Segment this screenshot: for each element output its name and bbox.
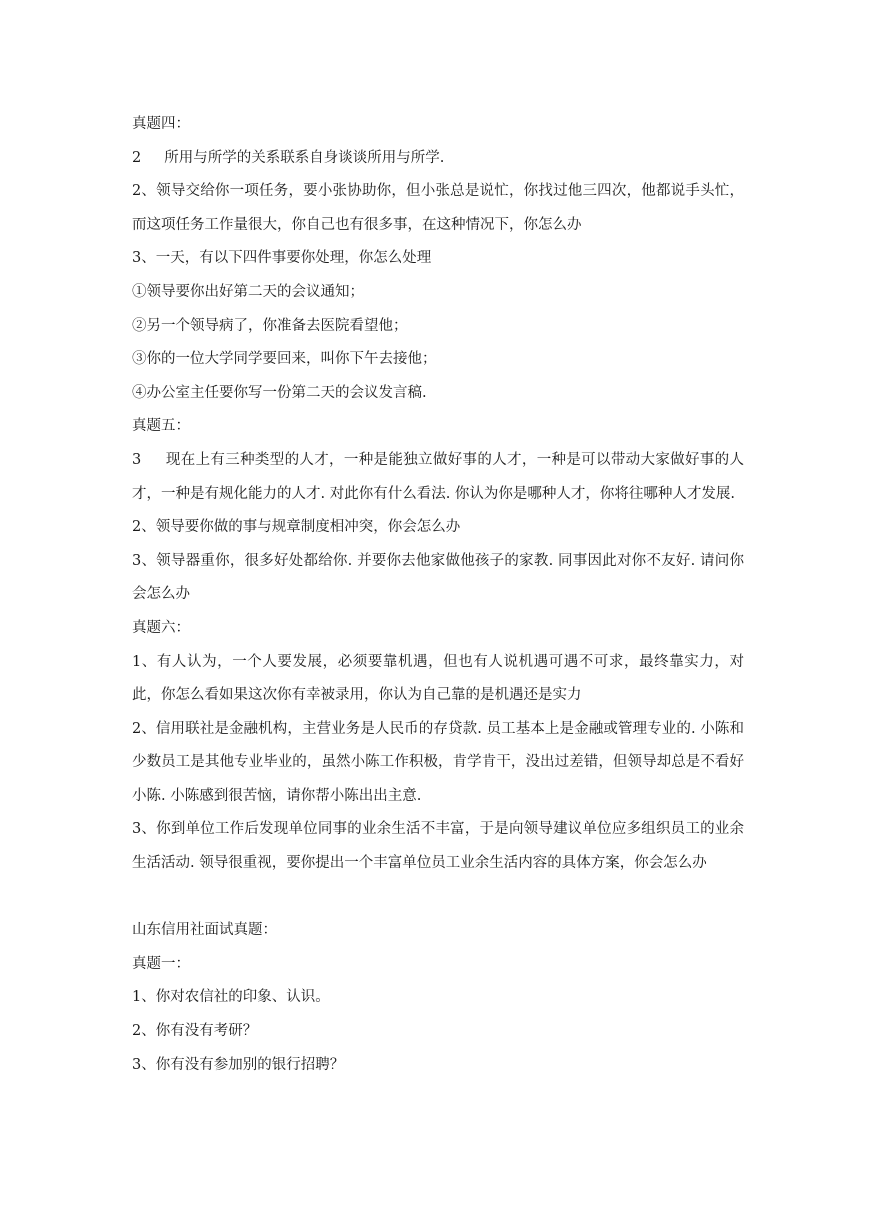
section-heading-1: 真题一：: [132, 955, 190, 972]
section-heading-4: 真题四：: [132, 116, 190, 132]
question-paragraph: 3、你有没有参加别的银行招聘？: [132, 1056, 345, 1073]
list-item: ④办公室主任要你写一份第二天的会议发言稿.: [132, 384, 427, 401]
subsection-title: 山东信用社面试真题：: [132, 922, 277, 939]
question-paragraph: 2、你有没有考研？: [132, 1023, 258, 1040]
document-body: [132, 108, 744, 1082]
section-heading-6: 真题六：: [132, 619, 190, 636]
list-item: ②另一个领导病了，你准备去医院看望他；: [132, 317, 408, 334]
question-paragraph: 2、领导要你做的事与规章制度相冲突，你会怎么办: [132, 519, 461, 536]
question-paragraph: 3、领导器重你，很多好处都给你. 并要你去他家做他孩子的家教. 同事因此对你不友好. 请问你会怎么办: [132, 552, 744, 603]
section-heading-5: 真题五：: [132, 418, 190, 435]
question-paragraph: 3、一天，有以下四件事要你处理，你怎么处理: [132, 250, 432, 267]
list-item: ③你的一位大学同学要回来，叫你下午去接他；: [132, 351, 437, 368]
question-paragraph: 2、领导交给你一项任务，要小张协助你，但小张总是说忙，你找过他三四次，他都说手头忙，而这项任务工作量很大，你自己也有很多事，在这种情况下，你怎么办: [132, 183, 744, 233]
list-item: ①领导要你出好第二天的会议通知；: [132, 283, 364, 300]
question-paragraph: 1、你对农信社的印象、认识。: [132, 989, 330, 1006]
question-paragraph: 2、信用联社是金融机构，主营业务是人民币的存贷款. 员工基本上是金融或管理专业的. 小陈和少数员工是其他专业毕业的，虽然小陈工作积极，肯学肯干，没出过差错，但领导却总是不看好小陈. 小陈感到很苦恼，请你帮小陈出出主意.: [132, 720, 744, 804]
blank-line: [132, 881, 744, 915]
question-paragraph: 2 所用与所学的关系联系自身谈谈所用与所学.: [132, 149, 445, 166]
question-paragraph: 1、有人认为，一个人要发展，必须要靠机遇，但也有人说机遇可遇不可求，最终靠实力，对此，你怎么看如果这次你有幸被录用，你认为自己靠的是机遇还是实力: [132, 653, 744, 704]
question-paragraph: 3、你到单位工作后发现单位同事的业余生活不丰富，于是向领导建议单位应多组织员工的业余生活活动. 领导很重视，要你提出一个丰富单位员工业余生活内容的具体方案，你会怎么办: [132, 821, 744, 872]
question-paragraph: 3 现在上有三种类型的人才，一种是能独立做好事的人才，一种是可以带动大家做好事的人才，一种是有规化能力的人才. 对此你有什么看法. 你认为你是哪种人才，你将往哪种人才发展.: [132, 451, 744, 502]
